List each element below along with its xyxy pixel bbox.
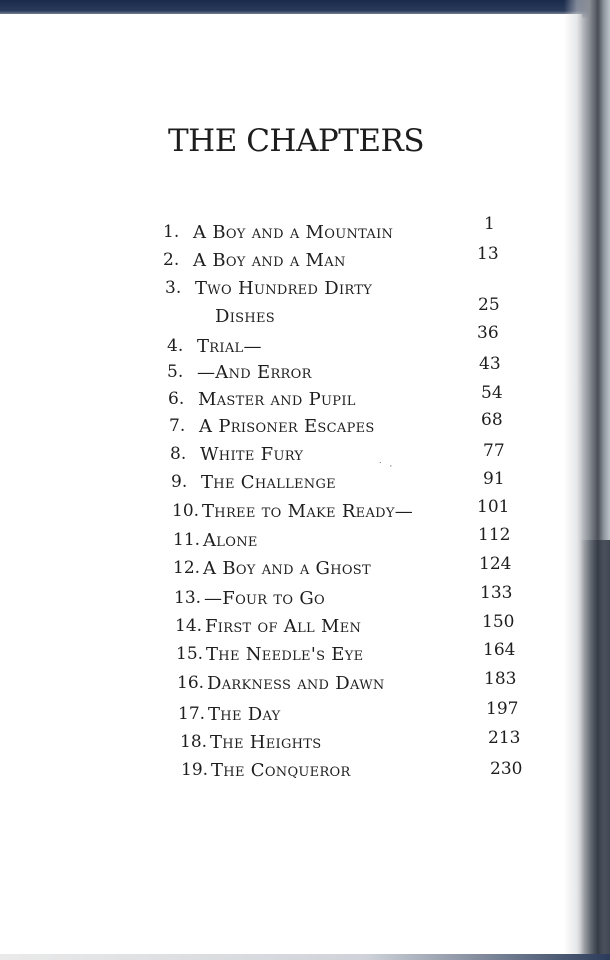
chapter-title-continued: Dishes <box>215 306 276 327</box>
chapter-page: 91 <box>483 469 505 489</box>
chapter-page: 183 <box>484 669 517 689</box>
chapter-number: 5. <box>167 362 184 382</box>
chapter-number: 2. <box>163 250 180 270</box>
chapter-page: 68 <box>481 410 503 430</box>
chapter-number: 1. <box>163 222 180 242</box>
chapter-number: 9. <box>171 472 188 492</box>
chapter-title: A Boy and a Man <box>193 250 346 271</box>
chapter-title: The Needle's Eye <box>206 644 364 665</box>
page-title: THE CHAPTERS <box>168 123 425 159</box>
chapter-number: 3. <box>165 278 182 298</box>
chapter-number: 13. <box>174 588 202 608</box>
chapter-page: 1 <box>484 214 495 234</box>
chapter-number: 18. <box>180 732 208 752</box>
chapter-title: Three to Make Ready— <box>202 501 414 522</box>
chapter-page: 213 <box>488 728 521 748</box>
chapter-number: 12. <box>173 558 201 578</box>
chapter-page: 133 <box>480 583 513 603</box>
chapter-page: 25 <box>478 295 500 315</box>
chapter-number: 8. <box>170 444 187 464</box>
chapter-page: 77 <box>483 441 505 461</box>
chapter-page: 150 <box>482 612 515 632</box>
chapter-page: 164 <box>483 640 516 660</box>
chapter-number: 6. <box>168 389 185 409</box>
chapter-page: 43 <box>479 354 501 374</box>
chapter-number: 10. <box>172 501 200 521</box>
chapter-title: —Four to Go <box>204 588 325 609</box>
chapter-number: 17. <box>178 704 206 724</box>
chapter-page: 230 <box>490 759 523 779</box>
chapter-title: Alone <box>203 530 258 551</box>
chapter-page: 124 <box>479 554 512 574</box>
chapter-title: Two Hundred Dirty <box>195 278 373 299</box>
chapter-number: 7. <box>169 416 186 436</box>
print-speck: ˙ · <box>378 462 395 472</box>
chapter-page: 13 <box>477 244 499 264</box>
chapter-title: First of All Men <box>205 616 362 637</box>
chapter-title: White Fury <box>200 444 304 465</box>
chapter-title: Master and Pupil <box>198 389 356 410</box>
chapter-title: A Boy and a Mountain <box>193 222 394 243</box>
chapter-title: The Heights <box>210 732 322 753</box>
chapter-page: 36 <box>477 323 499 343</box>
chapter-number: 11. <box>173 530 201 550</box>
chapter-title: —And Error <box>197 362 312 383</box>
chapter-number: 14. <box>175 616 203 636</box>
chapter-title: The Challenge <box>201 472 336 493</box>
chapter-page: 54 <box>481 383 503 403</box>
chapter-page: 197 <box>486 699 519 719</box>
chapter-title: The Conqueror <box>211 760 351 781</box>
chapter-title: Darkness and Dawn <box>207 673 385 694</box>
chapter-number: 19. <box>181 760 209 780</box>
chapter-title: A Boy and a Ghost <box>203 558 371 579</box>
chapter-page: 112 <box>478 525 511 545</box>
chapter-title: The Day <box>208 704 281 725</box>
chapter-number: 15. <box>176 644 204 664</box>
chapter-title: A Prisoner Escapes <box>199 416 375 437</box>
chapter-title: Trial— <box>197 336 262 357</box>
chapter-number: 16. <box>177 673 205 693</box>
chapter-number: 4. <box>167 336 184 356</box>
chapter-page: 101 <box>477 497 510 517</box>
